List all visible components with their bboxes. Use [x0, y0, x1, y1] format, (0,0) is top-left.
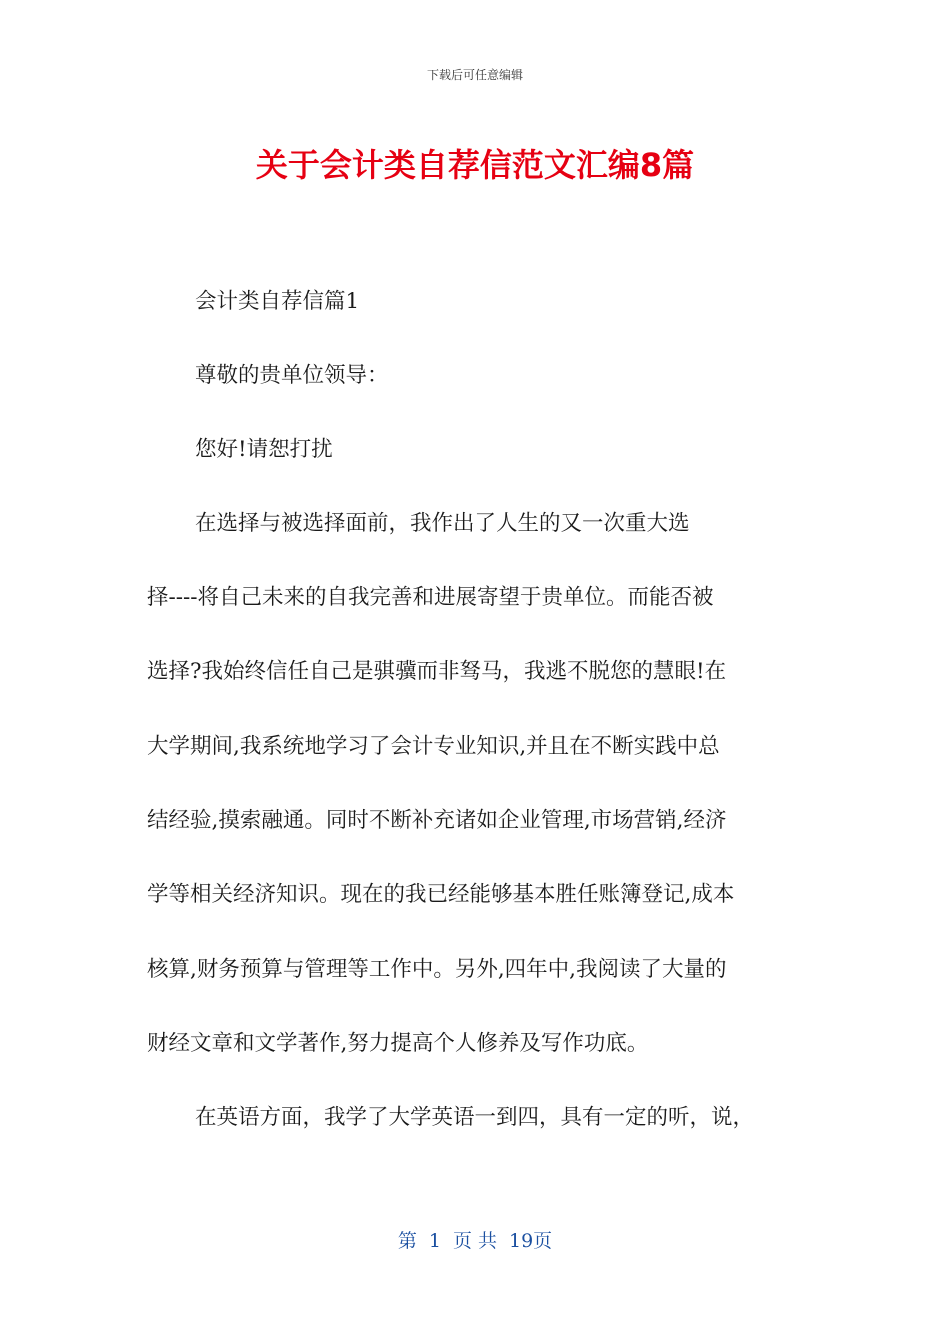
page-header-note: 下载后可任意编辑 — [426, 68, 523, 82]
paragraph-line: 在选择与被选择面前，我作出了人生的又一次重大选 — [195, 511, 690, 536]
footer-middle: 页 共 — [452, 1230, 497, 1252]
footer-total-pages: 19页 — [508, 1230, 553, 1252]
paragraph-line: 核算,财务预算与管理等工作中。另外,四年中,我阅读了大量的 — [147, 957, 727, 982]
paragraph-line: 学等相关经济知识。现在的我已经能够基本胜任账簿登记,成本 — [147, 882, 735, 907]
paragraph-line: 结经验,摸索融通。同时不断补充诸如企业管理,市场营销,经济 — [147, 808, 727, 833]
salutation: 尊敬的贵单位领导： — [195, 363, 389, 388]
greeting: 您好!请恕打扰 — [195, 437, 333, 462]
paragraph-line: 选择?我始终信任自己是骐骥而非驽马，我逃不脱您的慧眼!在 — [147, 659, 727, 684]
paragraph-line: 择----将自己未来的自我完善和进展寄望于贵单位。而能否被 — [147, 585, 714, 610]
footer-current-page: 1 — [428, 1230, 441, 1252]
paragraph-line: 财经文章和文学著作,努力提高个人修养及写作功底。 — [147, 1031, 649, 1056]
paragraph-line: 在英语方面，我学了大学英语一到四，具有一定的听，说， — [195, 1105, 755, 1130]
section-heading: 会计类自荐信篇1 — [195, 289, 360, 314]
page-footer — [0, 1226, 950, 1253]
document-title: 关于会计类自荐信范文汇编8篇 — [255, 146, 695, 184]
paragraph-line: 大学期间,我系统地学习了会计专业知识,并且在不断实践中总 — [147, 734, 720, 759]
footer-prefix: 第 — [397, 1230, 417, 1252]
